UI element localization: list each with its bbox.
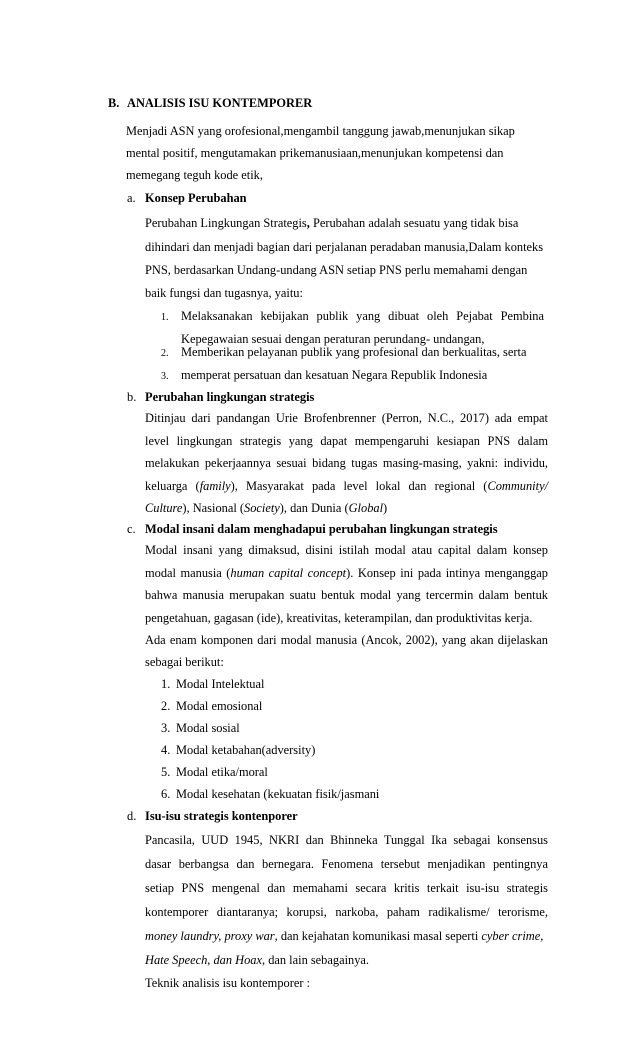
subsection-title: Konsep Perubahan bbox=[145, 191, 247, 205]
paragraph-line: dasar berbangsa dan bernegara. Fenomena tersebut menjadikan pentingnya bbox=[145, 857, 548, 871]
text-span: ), dan Dunia ( bbox=[279, 501, 349, 515]
text-span: Global bbox=[348, 501, 384, 515]
list-item: Modal emosional bbox=[176, 699, 263, 713]
list-number: 5. bbox=[161, 765, 171, 779]
subsection-title: Modal insani dalam menghadapui perubahan lingkungan strategis bbox=[145, 522, 498, 536]
paragraph-line: Pancasila, UUD 1945, NKRI dan Bhinneka Tunggal Ika sebagai konsensus bbox=[145, 833, 548, 847]
list-item: Modal ketabahan(adversity) bbox=[176, 743, 316, 757]
paragraph-line: pengetahuan, gagasan (ide), kreativitas, keterampilan, dan produktivitas kerja. bbox=[145, 611, 533, 625]
list-item: Modal kesehatan (kekuatan fisik/jasmani bbox=[176, 787, 380, 801]
text-span: human capital concept bbox=[230, 566, 347, 580]
paragraph-line: sebagai berikut: bbox=[145, 655, 224, 669]
subsection-marker: c. bbox=[127, 522, 136, 536]
paragraph-line: Ada enam komponen dari modal manusia (Ancok, 2002), yang akan dijelaskan bbox=[145, 633, 548, 647]
paragraph-line bbox=[145, 929, 543, 944]
text-span: Perubahan Lingkungan Strategis bbox=[145, 216, 307, 230]
subsection-title: Isu-isu strategis kontenporer bbox=[145, 809, 298, 823]
paragraph-line: dihindari dan menjadi bagian dari perjalanan peradaban manusia,Dalam konteks bbox=[145, 240, 544, 254]
text-span: keluarga ( bbox=[145, 479, 200, 493]
list-item: Modal Intelektual bbox=[176, 677, 265, 691]
text-span: ), Nasional ( bbox=[182, 501, 244, 515]
text-span: Society bbox=[244, 501, 280, 515]
text-span: cyber crime, bbox=[481, 929, 544, 943]
list-number: 6. bbox=[161, 787, 171, 801]
paragraph-line: setiap PNS mengenal dan memahami secara kritis terkait isu-isu strategis bbox=[145, 881, 548, 895]
intro-line: memegang teguh kode etik, bbox=[126, 168, 263, 182]
section-heading: ANALISIS ISU KONTEMPORER bbox=[127, 96, 313, 110]
paragraph-line bbox=[145, 479, 548, 494]
text-span: , bbox=[306, 216, 310, 230]
text-span: Hate Speech, dan Hoax bbox=[145, 953, 262, 967]
paragraph-line bbox=[145, 501, 387, 516]
list-item: Memberikan pelayanan publik yang profesional dan berkualitas, serta bbox=[181, 345, 527, 359]
paragraph-line: Modal insani yang dimaksud, disini istilah modal atau capital dalam konsep bbox=[145, 543, 548, 557]
text-span: family bbox=[199, 479, 231, 493]
list-number: 4. bbox=[161, 743, 171, 757]
intro-line: mental positif, mengutamakan prikemanusiaan,menunjukan kompetensi dan bbox=[126, 146, 504, 160]
subsection-title: Perubahan lingkungan strategis bbox=[145, 390, 315, 404]
paragraph-line: PNS, berdasarkan Undang-undang ASN setiap PNS perlu memahami dengan bbox=[145, 263, 528, 277]
text-span: Culture bbox=[145, 501, 183, 515]
subsection-marker: d. bbox=[127, 809, 137, 823]
text-span: money laundry, proxy war bbox=[145, 929, 275, 943]
subsection-marker: b. bbox=[127, 390, 137, 404]
paragraph-line: baik fungsi dan tugasnya, yaitu: bbox=[145, 286, 303, 300]
list-number: 2. bbox=[161, 699, 171, 713]
list-item-continuation: Kepegawaian sesuai dengan peraturan perundang- undangan, bbox=[181, 332, 485, 346]
text-span: modal manusia ( bbox=[145, 566, 231, 580]
list-number: 1. bbox=[161, 677, 171, 691]
list-number: 3. bbox=[161, 371, 169, 382]
text-span: Perubahan adalah sesuatu yang tidak bisa bbox=[309, 216, 519, 230]
text-span: ) bbox=[383, 501, 388, 515]
paragraph-line: Ditinjau dari pandangan Urie Brofenbrenner (Perron, N.C., 2017) ada empat bbox=[145, 411, 548, 425]
paragraph-line: kontemporer diantaranya; korupsi, narkoba, paham radikalisme/ terorisme, bbox=[145, 905, 548, 919]
list-number: 1. bbox=[161, 312, 169, 323]
paragraph-line bbox=[145, 953, 369, 968]
list-number: 3. bbox=[161, 721, 171, 735]
intro-line: Menjadi ASN yang orofesional,mengambil tanggung jawab,menunjukan sikap bbox=[126, 124, 515, 138]
list-item: Modal sosial bbox=[176, 721, 240, 735]
list-item: Modal etika/moral bbox=[176, 765, 268, 779]
paragraph-line: Teknik analisis isu kontemporer : bbox=[145, 976, 310, 990]
subsection-marker: a. bbox=[127, 191, 136, 205]
list-number: 2. bbox=[161, 348, 169, 359]
text-span: , dan kejahatan komunikasi masal seperti bbox=[274, 929, 482, 943]
list-item: Melaksanakan kebijakan publik yang dibuat oleh Pejabat Pembina bbox=[181, 309, 544, 323]
text-span: Community/ bbox=[487, 479, 549, 493]
list-item: memperat persatuan dan kesatuan Negara Republik Indonesia bbox=[181, 368, 488, 382]
text-span: ), Masyarakat pada level lokal dan regional ( bbox=[230, 479, 488, 493]
paragraph-line: melakukan pekerjaannya sesuai bidang tugas masing-masing, yakni: individu, bbox=[145, 456, 548, 470]
section-marker: B. bbox=[108, 96, 120, 110]
paragraph-line: bahwa manusia merupakan suatu bentuk modal yang tercermin dalam bentuk bbox=[145, 588, 548, 602]
paragraph-line bbox=[145, 216, 518, 231]
text-span: ). Konsep ini pada intinya menganggap bbox=[346, 566, 548, 580]
paragraph-line: level lingkungan strategis yang dapat mempengaruhi kesiapan PNS dalam bbox=[145, 434, 548, 448]
text-span: , dan lain sebagainya. bbox=[262, 953, 370, 967]
paragraph-line bbox=[145, 566, 548, 581]
